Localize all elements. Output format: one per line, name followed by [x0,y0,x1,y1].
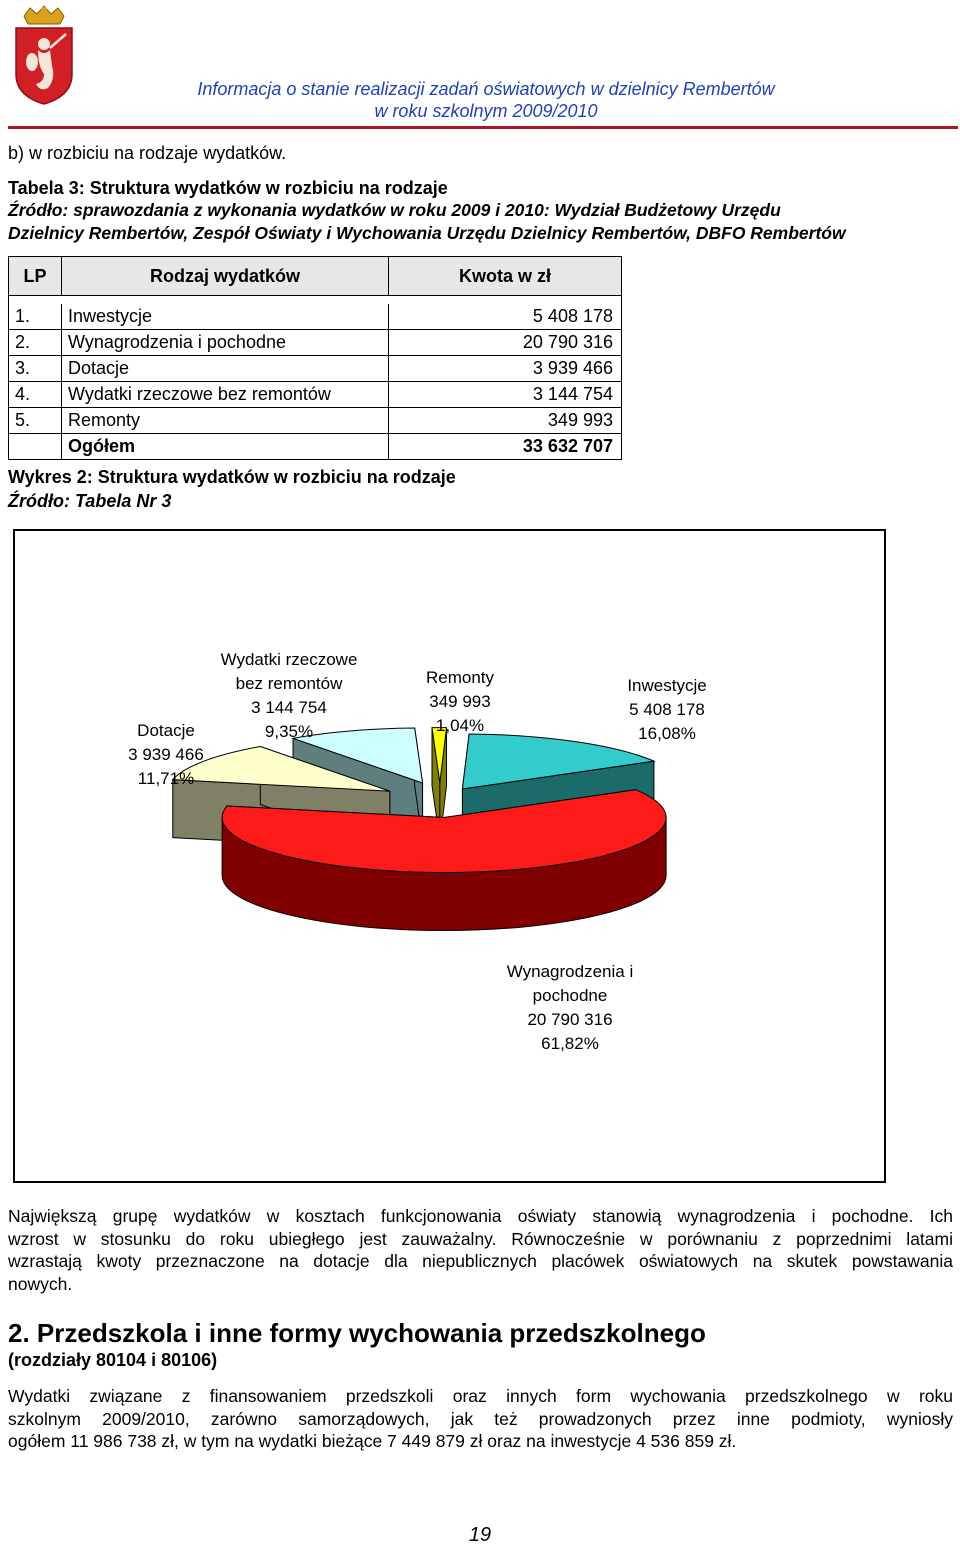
row-value: 20 790 316 [389,330,622,356]
paragraph-line: ogółem 11 986 738 zł, w tym na wydatki bieżące 7 449 879 zł oraz na inwestycje 4 536 859 zł. [8,1431,737,1451]
table-row [9,408,622,434]
row-value: 349 993 [389,408,622,434]
document-header-title [166,78,806,122]
paragraph-preschool-expenses [8,1385,953,1453]
header-title-line-1: Informacja o stanie realizacji zadań oświatowych w dzielnicy Rembertów [197,79,775,99]
row-lp: 1. [9,304,62,330]
page-number: 19 [468,1524,492,1546]
table-total-row [9,434,622,460]
row-value: 3 939 466 [389,356,622,382]
row-name: Wynagrodzenia i pochodne [62,330,389,356]
paragraph-line: wzrost w stosunku do roku ubiegłego jest zauważalny. Równocześnie w porównaniu z poprzednimi latami [8,1228,953,1249]
section-heading: 2. Przedszkola i inne formy wychowania przedszkolnego [8,1318,706,1348]
paragraph-line: Największą grupę wydatków w kosztach funkcjonowania oświaty stanowią wynagrodzenia i pochodne. Ich [8,1206,953,1226]
row-lp: 4. [9,382,62,408]
header-rodzaj: Rodzaj wydatków [62,257,389,296]
paragraph-line: szkolnym 2009/2010, zarówno samorządowych, jak też prowadzonych przez inne podmioty, wyniosły [8,1408,953,1429]
pie-chart [15,531,884,1181]
chart-source: Źródło: Tabela Nr 3 [8,491,172,511]
table-source-line-1: Źródło: sprawozdania z wykonania wydatków w roku 2009 i 2010: Wydział Budżetowy Urzędu [8,200,781,220]
label-dotacje: Dotacje 3 939 466 11,71% [128,721,204,788]
label-rzeczowe: Wydatki rzeczowe bez remontów 3 144 754 9,35% [220,650,358,741]
paragraph-line: wzrastają kwoty przeznaczone na dotacje dla niepublicznych placówek oświatowych na skutek powstawania [8,1251,953,1271]
label-remonty: Remonty 349 993 1,04% [425,668,495,735]
table-header-row [9,257,622,296]
table-source-line-2: Dzielnicy Rembertów, Zespół Oświaty i Wychowania Urzędu Dzielnicy Rembertów, DBFO Rembertów [8,223,846,243]
table-row [9,330,622,356]
row-name: Inwestycje [62,304,389,330]
table-row [9,356,622,382]
total-label: Ogółem [62,434,389,460]
label-inwestycje: Inwestycje 5 408 178 16,08% [627,676,707,743]
paragraph-line: Wydatki związane z finansowaniem przedszkoli oraz innych form wychowania przedszkolnego w roku [8,1386,953,1406]
table-caption: Tabela 3: Struktura wydatków w rozbiciu na rodzaje [8,178,448,198]
paragraph-expenses-summary [8,1205,953,1295]
label-wynagrodzenia: Wynagrodzenia i pochodne 20 790 316 61,82% [506,962,634,1053]
row-lp: 3. [9,356,62,382]
expenses-table [8,256,622,460]
table-row [9,382,622,408]
warsaw-mermaid-crest-icon [10,4,78,106]
table-row [9,304,622,330]
row-name: Wydatki rzeczowe bez remontów [62,382,389,408]
intro-text: b) w rozbiciu na rodzaje wydatków. [8,143,287,163]
header-divider [8,126,958,129]
row-value: 3 144 754 [389,382,622,408]
header-lp: LP [9,257,62,296]
paragraph-line: nowych. [8,1273,73,1294]
pie-chart-frame [13,529,886,1183]
header-kwota: Kwota w zł [389,257,622,296]
section-subheading: (rozdziały 80104 i 80106) [8,1350,218,1370]
table-row [9,296,622,305]
chart-caption: Wykres 2: Struktura wydatków w rozbiciu na rodzaje [8,467,456,487]
row-lp: 5. [9,408,62,434]
total-value: 33 632 707 [389,434,622,460]
header-title-line-2: w roku szkolnym 2009/2010 [374,101,598,121]
row-value: 5 408 178 [389,304,622,330]
row-name: Remonty [62,408,389,434]
row-name: Dotacje [62,356,389,382]
city-crest-emblem [10,4,78,106]
row-lp: 2. [9,330,62,356]
